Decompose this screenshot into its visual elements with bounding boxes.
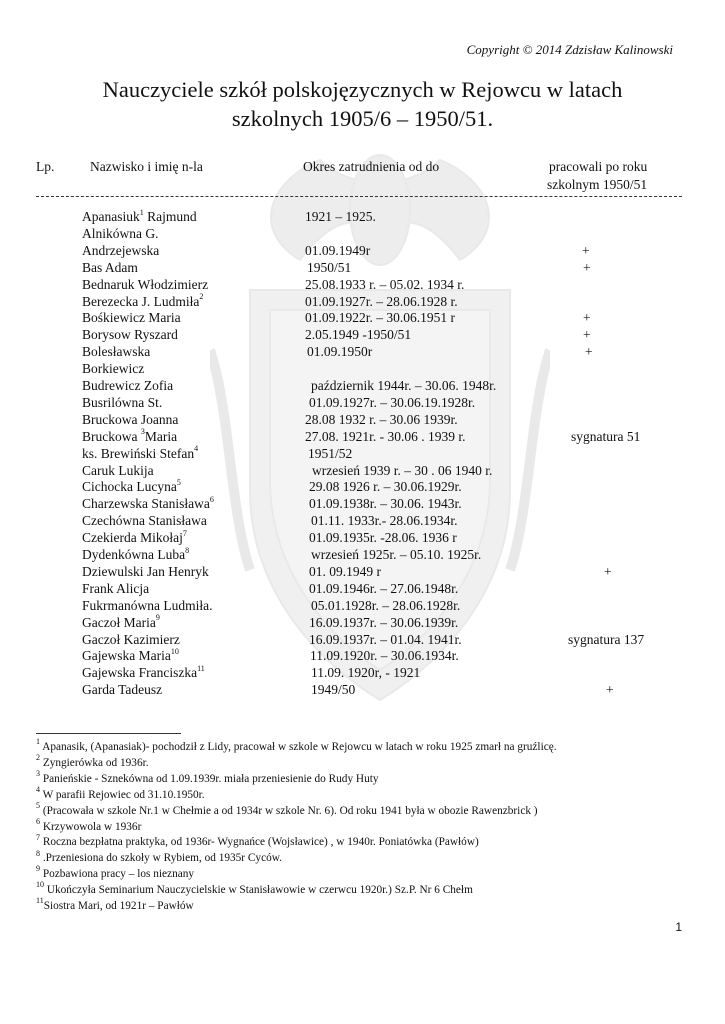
list-item: [0, 411, 725, 428]
footnote-text: Krzywowola w 1936r: [40, 820, 142, 833]
teacher-name: [82, 478, 181, 495]
footnote-ref: 4: [194, 444, 199, 454]
dashed-separator: [36, 196, 682, 197]
footnote-ref: 3: [140, 427, 145, 437]
list-item: [0, 377, 725, 394]
teacher-name: [82, 394, 162, 411]
teacher-name: [82, 360, 144, 377]
list-item: [0, 259, 725, 276]
list-item: [0, 597, 725, 614]
teacher-name-text: Berezecka J. Ludmiła: [82, 293, 200, 309]
teacher-name-text: Bruckowa Joanna: [82, 411, 179, 427]
employment-period: 29.08 1926 r. – 30.06.1929r.: [309, 479, 462, 495]
footnote-number: 3: [36, 769, 40, 779]
list-item: [0, 647, 725, 664]
footnote-ref: 10: [170, 646, 179, 656]
after-1950-mark: +: [583, 327, 591, 343]
teacher-name-text: Dziewulski Jan Henryk: [82, 563, 209, 579]
after-1950-mark: sygnatura 51: [571, 428, 641, 444]
employment-period: 01. 09.1949 r: [309, 563, 381, 579]
employment-period: 25.08.1933 r. – 05.02. 1934 r.: [305, 276, 465, 292]
employment-period: 01.11. 1933r.- 28.06.1934r.: [311, 513, 458, 529]
teacher-name-text: Bas Adam: [82, 259, 138, 275]
footnote: [36, 737, 557, 754]
employment-period: 01.09.1949r: [305, 242, 371, 258]
teacher-name: [82, 529, 187, 546]
teacher-name: [82, 276, 208, 293]
footnote-ref: 11: [197, 663, 205, 673]
footnote-text: Ukończyła Seminarium Nauczycielskie w Stanisławowie w czerwcu 1920r.) Sz.P. Nr 6 Chełm: [44, 884, 473, 897]
footnote-ref: 5: [176, 477, 181, 487]
employment-period: 1950/51: [307, 259, 352, 275]
copyright-notice: Copyright © 2014 Zdzisław Kalinowski: [466, 42, 673, 57]
employment-period: 28.08 1932 r. – 30.06 1939r.: [305, 411, 458, 427]
list-item: [0, 529, 725, 546]
footnote: [36, 848, 282, 865]
teacher-name: [82, 512, 207, 529]
teacher-name: [82, 259, 138, 276]
teacher-name: [82, 225, 159, 242]
teacher-name-text: Gaczoł Kazimierz: [82, 631, 180, 647]
footnote-number: 2: [36, 753, 40, 763]
teacher-name: [82, 343, 150, 360]
teacher-name: [82, 495, 214, 512]
footnote: [36, 816, 142, 834]
footnote-ref: 9: [155, 613, 160, 623]
footnote-text: Apanasik, (Apanasiak)- pochodził z Lidy, pracował w szkole w Rejowcu w latach w roku 1925 zmarł na gruźlicę.: [40, 741, 557, 753]
footnote-text: W parafii Rejowiec od 31.10.1950r.: [40, 788, 205, 801]
footnote-separator: [36, 733, 181, 734]
list-item: [0, 428, 725, 445]
employment-period: 1921 – 1925.: [305, 209, 376, 224]
footnote-text: (Pracowała w szkole Nr.1 w Chełmie a od 1934r w szkole Nr. 6). Od roku 1941 była w obozie Rawenzbrick ): [40, 804, 538, 817]
teacher-name-text: Andrzejewska: [82, 242, 160, 258]
teacher-name-text: Cichocka Lucyna: [82, 479, 177, 495]
footnote: [36, 753, 149, 770]
teacher-name-text: Gajewska Maria: [82, 648, 171, 664]
footnote-text: Siostra Mari, od 1921r – Pawłów: [43, 900, 194, 912]
teacher-name: [82, 242, 159, 259]
employment-period: wrzesień 1925r. – 05.10. 1925r.: [311, 547, 482, 562]
employment-period: 05.01.1928r. – 28.06.1928r.: [311, 597, 461, 613]
list-item: [0, 326, 725, 343]
footnote-number: 1: [36, 737, 40, 747]
list-item: [0, 276, 725, 293]
employment-period: 16.09.1937r. – 30.06.1939r.: [309, 614, 459, 630]
teacher-name-text: Borysow Ryszard: [82, 327, 178, 343]
footnote-text: Panieńskie - Sznekówna od 1.09.1939r. miała przeniesienie do Rudy Huty: [40, 772, 379, 785]
employment-period: 27.08. 1921r. - 30.06 . 1939 r.: [305, 428, 466, 444]
list-item: [0, 360, 725, 377]
footnote-number: 9: [36, 864, 40, 874]
teacher-name: [82, 445, 198, 462]
after-1950-mark: +: [583, 259, 591, 275]
teacher-name: [82, 647, 179, 664]
title-line-1: Nauczyciele szkół polskojęzycznych w Rejowcu w latach: [102, 77, 623, 102]
footnote-number: 8: [36, 848, 40, 858]
list-item: [0, 394, 725, 411]
footnote-number: 11: [36, 896, 44, 906]
teacher-name: [82, 293, 203, 310]
teacher-name-text: Czechówna Stanisława: [82, 513, 207, 529]
footnote-ref: 2: [199, 292, 204, 301]
teacher-name: [82, 614, 160, 631]
employment-period: 2.05.1949 -1950/51: [305, 327, 412, 343]
employment-period: 01.09.1938r. – 30.06. 1943r.: [309, 496, 462, 512]
list-item: [0, 208, 725, 225]
list-item: [0, 293, 725, 310]
list-item: [0, 478, 725, 495]
teacher-name: [82, 563, 209, 580]
teacher-name-text: Caruk Lukija: [82, 462, 154, 478]
employment-period: 11.09. 1920r, - 1921: [311, 665, 421, 681]
employment-period: 11.09.1920r. – 30.06.1934r.: [310, 648, 459, 664]
teacher-name-text: Alnikówna G.: [82, 225, 159, 241]
header-name: Nazwisko i imię n-la: [90, 159, 203, 174]
after-1950-mark: +: [604, 563, 612, 579]
footnote: [36, 880, 473, 897]
teacher-name: [82, 681, 162, 698]
list-item: [0, 495, 725, 512]
footnote-text: Zyngierówka od 1936r.: [40, 756, 149, 769]
teacher-name: [82, 208, 197, 225]
list-item: [0, 462, 725, 479]
employment-period: październik 1944r. – 30.06. 1948r.: [311, 378, 497, 393]
page-number: 1: [675, 920, 682, 934]
footnote-text: .Przeniesiona do szkoły w Rybiem, od 1935r Cyców.: [40, 852, 282, 865]
teacher-name-text: Bośkiewicz Maria: [82, 310, 181, 326]
teacher-name-text: Fukrmanówna Ludmiła.: [82, 597, 213, 613]
list-item: [0, 631, 725, 648]
teacher-name: [82, 580, 149, 597]
employment-period: wrzesień 1939 r. – 30 . 06 1940 r.: [312, 462, 493, 478]
teacher-name-text: Dydenkówna Luba: [82, 547, 186, 562]
teacher-name: [82, 309, 181, 326]
teacher-name: [82, 597, 212, 614]
after-1950-mark: sygnatura 137: [568, 631, 645, 647]
after-1950-mark: +: [585, 344, 593, 360]
teacher-name: [82, 664, 205, 681]
list-item: [0, 563, 725, 580]
teacher-name-text: ks. Brewiński Stefan: [82, 445, 195, 461]
teacher-name-text: Charzewska Stanisława: [82, 496, 210, 512]
footnote-number: 6: [36, 816, 40, 826]
footnote-ref: 1: [139, 207, 144, 217]
teacher-name-text: Bruckowa: [82, 428, 141, 444]
teacher-name-text: Bolesławska: [82, 344, 151, 360]
teacher-name-text: Apanasiuk: [82, 209, 140, 224]
employment-period: 01.09.1935r. -28.06. 1936 r: [309, 530, 457, 546]
teacher-name-text: Borkiewicz: [82, 361, 145, 377]
employment-period: 1949/50: [311, 682, 356, 698]
list-item: [0, 309, 725, 326]
footnote: [36, 784, 205, 802]
teacher-name-text: Budrewicz Zofia: [82, 378, 174, 393]
teacher-name: [82, 326, 178, 343]
header-period: Okres zatrudnienia od do: [303, 159, 440, 174]
list-item: [0, 681, 725, 698]
after-1950-mark: +: [606, 682, 614, 698]
footnote: [36, 832, 479, 849]
teacher-name-text: Gaczoł Maria: [82, 614, 156, 630]
teacher-name: [82, 411, 178, 428]
employment-period: 01.09.1927r. – 30.06.19.1928r.: [309, 394, 476, 410]
employment-period: 01.09.1946r. – 27.06.1948r.: [309, 580, 459, 596]
footnote: [36, 800, 538, 818]
teacher-name: [82, 462, 154, 479]
list-item: [0, 614, 725, 631]
footnote: [36, 769, 379, 786]
header-after-line-1: pracowali po roku: [549, 159, 648, 174]
footnote-number: 4: [36, 784, 40, 794]
footnote-number: 7: [36, 832, 40, 842]
title-line-2: szkolnych 1905/6 – 1950/51.: [231, 106, 494, 131]
footnote: [36, 896, 194, 913]
teacher-name: [82, 546, 189, 563]
teacher-name-text: Garda Tadeusz: [82, 682, 163, 698]
list-item: [0, 343, 725, 360]
employment-period: 01.09.1950r: [307, 344, 373, 360]
list-item: [0, 242, 725, 259]
list-item: [0, 664, 725, 681]
list-item: [0, 512, 725, 529]
list-item: [0, 580, 725, 597]
after-1950-mark: +: [583, 310, 591, 326]
teacher-name-text: Bednaruk Włodzimierz: [82, 276, 209, 292]
employment-period: 16.09.1937r. – 01.04. 1941r.: [309, 631, 462, 647]
footnote-text: Pozbawiona pracy – los nieznany: [40, 868, 195, 881]
footnote-ref: 7: [182, 528, 187, 538]
teacher-name-text: Busrilówna St.: [82, 394, 163, 410]
after-1950-mark: +: [582, 242, 590, 258]
list-item: [0, 546, 725, 563]
footnote-ref: 8: [185, 545, 190, 555]
teacher-name-rest: Maria: [144, 428, 178, 444]
teacher-name-text: Czekierda Mikołaj: [82, 530, 183, 546]
employment-period: 01.09.1927r. – 28.06.1928 r.: [305, 293, 458, 309]
list-item: [0, 225, 725, 242]
header-after-line-2: szkolnym 1950/51: [547, 177, 648, 192]
footnote-number: 5: [36, 800, 40, 810]
teacher-name-text: Gajewska Franciszka: [82, 665, 198, 681]
employment-period: 01.09.1922r. – 30.06.1951 r: [305, 310, 455, 326]
teacher-name: [82, 377, 173, 394]
teacher-name: [82, 428, 177, 445]
footnote-number: 10: [36, 880, 44, 890]
teacher-name-text: Frank Alicja: [82, 580, 150, 596]
header-lp: Lp.: [36, 159, 55, 174]
page-title: [40, 75, 685, 133]
footnote: [36, 864, 195, 881]
list-item: [0, 445, 725, 462]
employment-period: 1951/52: [308, 445, 353, 461]
teacher-name-rest: Rajmund: [147, 209, 197, 224]
footnote-text: Roczna bezpłatna praktyka, od 1936r- Wygnańce (Wojsławice) , w 1940r. Poniatówka (Pawłów): [40, 836, 479, 849]
footnote-ref: 6: [209, 494, 214, 504]
teacher-name: [82, 631, 180, 648]
